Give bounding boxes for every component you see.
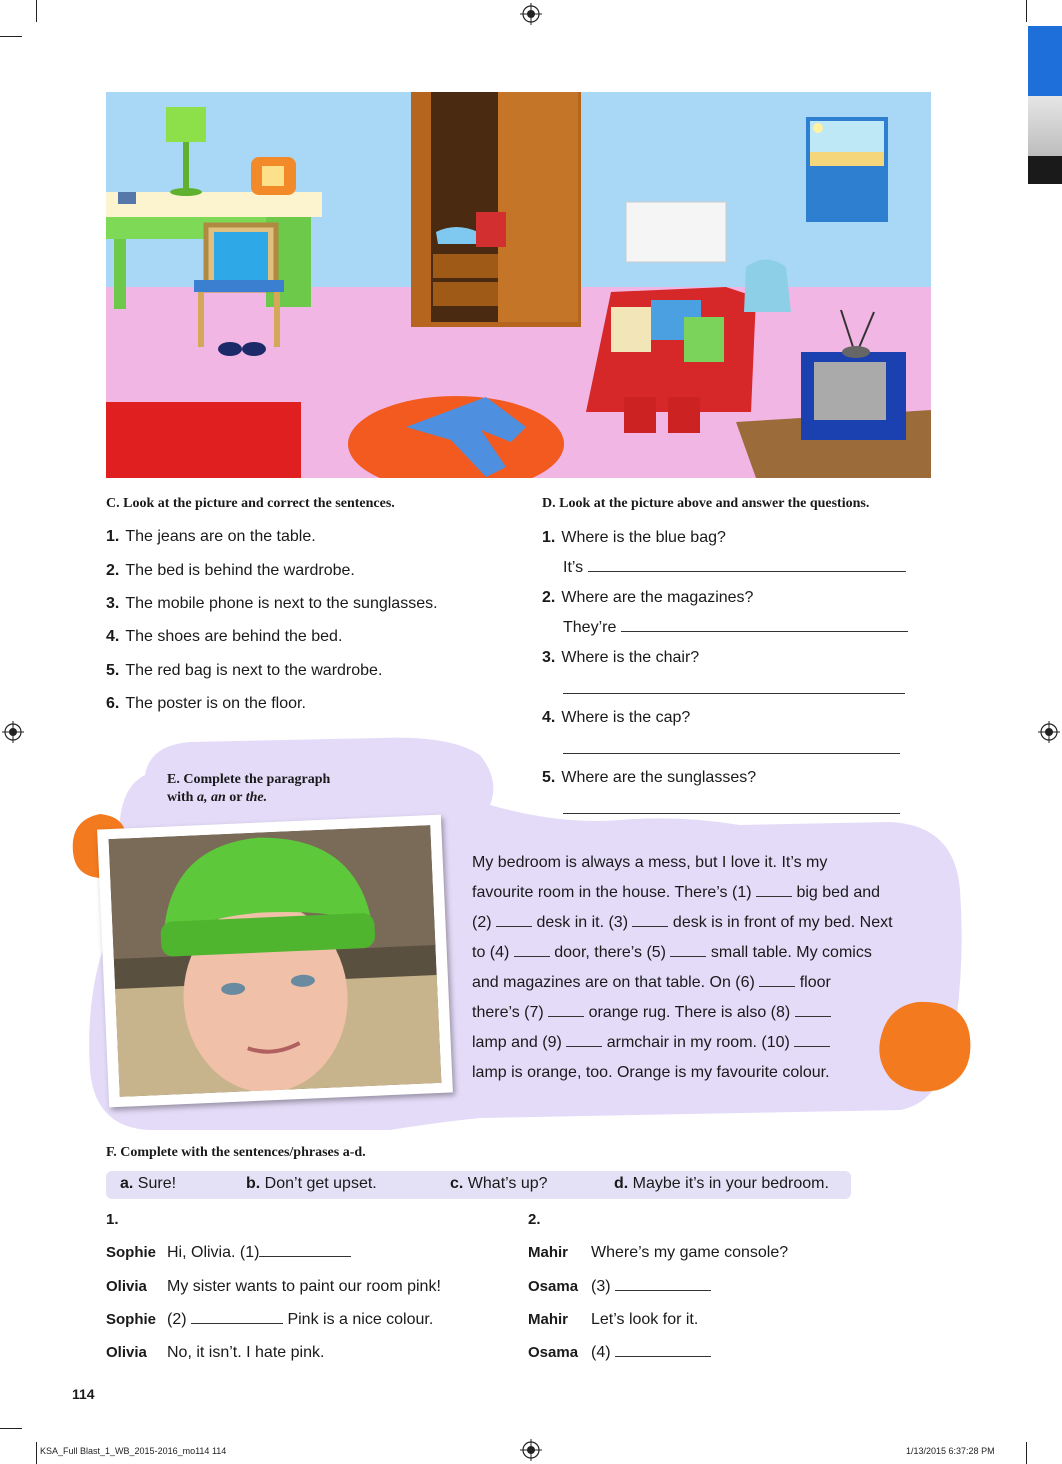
item-text: The bed is behind the wardrobe. [125,562,355,579]
paragraph-line [472,998,942,1028]
paragraph-line [472,1028,942,1058]
paragraph-text: armchair in my room. (10) [602,1034,795,1051]
option-text: Maybe it’s in your bedroom. [628,1175,829,1192]
item-text: The poster is on the floor. [125,695,306,712]
answer-line[interactable] [563,619,908,637]
item-number: 3. [542,649,556,666]
paragraph-line [472,878,942,908]
paragraph-line [472,968,942,998]
paragraph-text: and magazines are on that table. On (6) [472,974,760,991]
blank-2[interactable] [496,912,532,927]
dialogue-text: (2) [167,1311,191,1328]
paragraph-line [472,908,942,938]
question-text: Where are the magazines? [561,589,754,606]
dialogue-speaker: Olivia [106,1278,147,1295]
footer-right: 1/13/2015 6:37:28 PM [906,1446,995,1456]
dialogue-speaker: Mahir [528,1244,569,1261]
section-d-heading: D. Look at the picture above and answer the questions. [542,496,870,511]
item-text: The shoes are behind the bed. [125,628,343,645]
section-e-paragraph [472,848,942,1088]
blank-3[interactable] [632,912,668,927]
crop-mark [1026,1442,1027,1464]
crop-mark [0,36,22,37]
blank-5[interactable] [670,942,706,957]
question-text: Where is the chair? [561,649,700,666]
color-bar-black [1028,156,1062,184]
item-text: The red bag is next to the wardrobe. [125,662,383,679]
option-letter: b. [246,1175,261,1192]
option-text: What’s up? [463,1175,548,1192]
blank-8[interactable] [795,1002,831,1017]
dialogue-1-number: 1. [106,1211,119,1228]
dialogue-line: Where’s my game console? [591,1244,789,1261]
option-b [246,1175,377,1193]
boy-photo [109,825,442,1097]
section-e-heading-articles: a, an [196,790,226,805]
crop-mark [1026,0,1027,22]
answer-blank[interactable] [588,570,906,572]
question-item [542,649,699,667]
paragraph-text: there’s (7) [472,1004,549,1021]
option-c [450,1175,548,1193]
crop-mark [36,1442,37,1464]
answer-blank[interactable] [563,693,905,694]
item-number: 4. [106,628,120,645]
crop-mark [0,1428,22,1429]
paragraph-text: big bed and [792,884,881,901]
registration-mark-icon [1038,721,1060,743]
registration-mark-icon [520,3,542,25]
blank-6[interactable] [759,972,795,987]
paragraph-text: favourite room in the house. There’s (1) [472,884,756,901]
answer-blank[interactable] [621,630,908,632]
dialogue-line [167,1244,351,1262]
paragraph-text: lamp and (9) [472,1034,567,1051]
option-a [120,1175,176,1193]
dialogue-speaker: Osama [528,1278,579,1295]
dialogue-blank[interactable] [615,1289,711,1291]
item-number: 1. [542,529,556,546]
dialogue-text: (3) [591,1278,615,1295]
dialogue-speaker: Osama [528,1344,579,1361]
list-item [106,595,438,613]
options-bar [106,1171,851,1199]
paragraph-text: floor [795,974,831,991]
answer-prefix: They’re [563,619,617,636]
paragraph-text: (2) [472,914,496,931]
item-number: 4. [542,709,556,726]
crop-mark [36,0,37,22]
question-text: Where is the cap? [561,709,691,726]
list-item [106,662,382,680]
photo-frame [97,815,453,1108]
option-letter: d. [614,1175,629,1192]
bedroom-illustration [106,92,931,478]
section-e-heading [167,771,330,807]
blank-4[interactable] [514,942,550,957]
paragraph-text: door, there’s (5) [549,944,671,961]
dialogue-speaker: Sophie [106,1311,157,1328]
answer-prefix: It’s [563,559,584,576]
list-item [106,562,355,580]
option-letter: a. [120,1175,134,1192]
item-number: 2. [542,589,556,606]
section-f-heading: F. Complete with the sentences/phrases a-d. [106,1145,366,1160]
paragraph-text: small table. My comics [706,944,872,961]
dialogue-line: Let’s look for it. [591,1311,699,1328]
paragraph-text: orange rug. There is also (8) [584,1004,795,1021]
dialogue-blank[interactable] [615,1355,711,1357]
dialogue-text: Hi, Olivia. (1) [167,1244,260,1261]
page-number: 114 [72,1386,95,1402]
option-d [614,1175,829,1193]
item-number: 5. [106,662,120,679]
color-bar-blue [1028,26,1062,96]
blank-7[interactable] [548,1002,584,1017]
paragraph-line [472,1058,942,1088]
dialogue-blank[interactable] [259,1255,351,1257]
registration-mark-icon [520,1439,542,1461]
paragraph-line [472,938,942,968]
dialogue-speaker: Sophie [106,1244,157,1261]
paragraph-text: to (4) [472,944,514,961]
item-text: The mobile phone is next to the sunglasses. [125,595,438,612]
color-bar-grey [1028,96,1062,156]
item-number: 5. [542,769,556,786]
item-text: The jeans are on the table. [125,528,316,545]
paragraph-line [472,848,942,878]
question-text: Where are the sunglasses? [561,769,757,786]
section-e-heading-with: with [167,790,197,805]
paragraph-text: desk is in front of my bed. Next [668,914,893,931]
question-item [542,709,690,727]
paragraph-text: desk in it. (3) [532,914,633,931]
registration-mark-icon [2,721,24,743]
blank-1[interactable] [756,882,792,897]
blank-10[interactable] [794,1032,830,1047]
dialogue-line: My sister wants to paint our room pink! [167,1278,441,1295]
dialogue-line [167,1311,433,1329]
option-letter: c. [450,1175,464,1192]
item-number: 1. [106,528,120,545]
section-e-heading-line1: E. Complete the paragraph [167,772,331,787]
dialogue-text: (4) [591,1344,615,1361]
footer-left: KSA_Full Blast_1_WB_2015-2016_mo114 114 [40,1446,227,1456]
question-item [542,529,726,547]
question-item [542,589,753,607]
blank-9[interactable] [566,1032,602,1047]
option-text: Don’t get upset. [260,1175,377,1192]
paragraph-text: lamp is orange, too. Orange is my favourite colour. [472,1064,830,1081]
dialogue-line: No, it isn’t. I hate pink. [167,1344,325,1361]
dialogue-blank[interactable] [191,1322,283,1324]
dialogue-line [591,1278,711,1296]
dialogue-speaker: Mahir [528,1311,569,1328]
item-number: 2. [106,562,120,579]
section-c-heading: C. Look at the picture and correct the sentences. [106,496,395,511]
option-text: Sure! [133,1175,177,1192]
dialogue-speaker: Olivia [106,1344,147,1361]
list-item [106,628,342,646]
question-text: Where is the blue bag? [561,529,726,546]
dialogue-2-number: 2. [528,1211,541,1228]
list-item [106,695,306,713]
dialogue-text: Pink is a nice colour. [283,1311,434,1328]
dialogue-line [591,1344,711,1362]
paragraph-text: My bedroom is always a mess, but I love it. It’s my [472,854,828,871]
list-item [106,528,316,546]
item-number: 3. [106,595,120,612]
item-number: 6. [106,695,120,712]
answer-line[interactable] [563,559,906,577]
section-e-heading-or: or [225,790,246,805]
section-e-heading-the: the. [245,790,268,805]
